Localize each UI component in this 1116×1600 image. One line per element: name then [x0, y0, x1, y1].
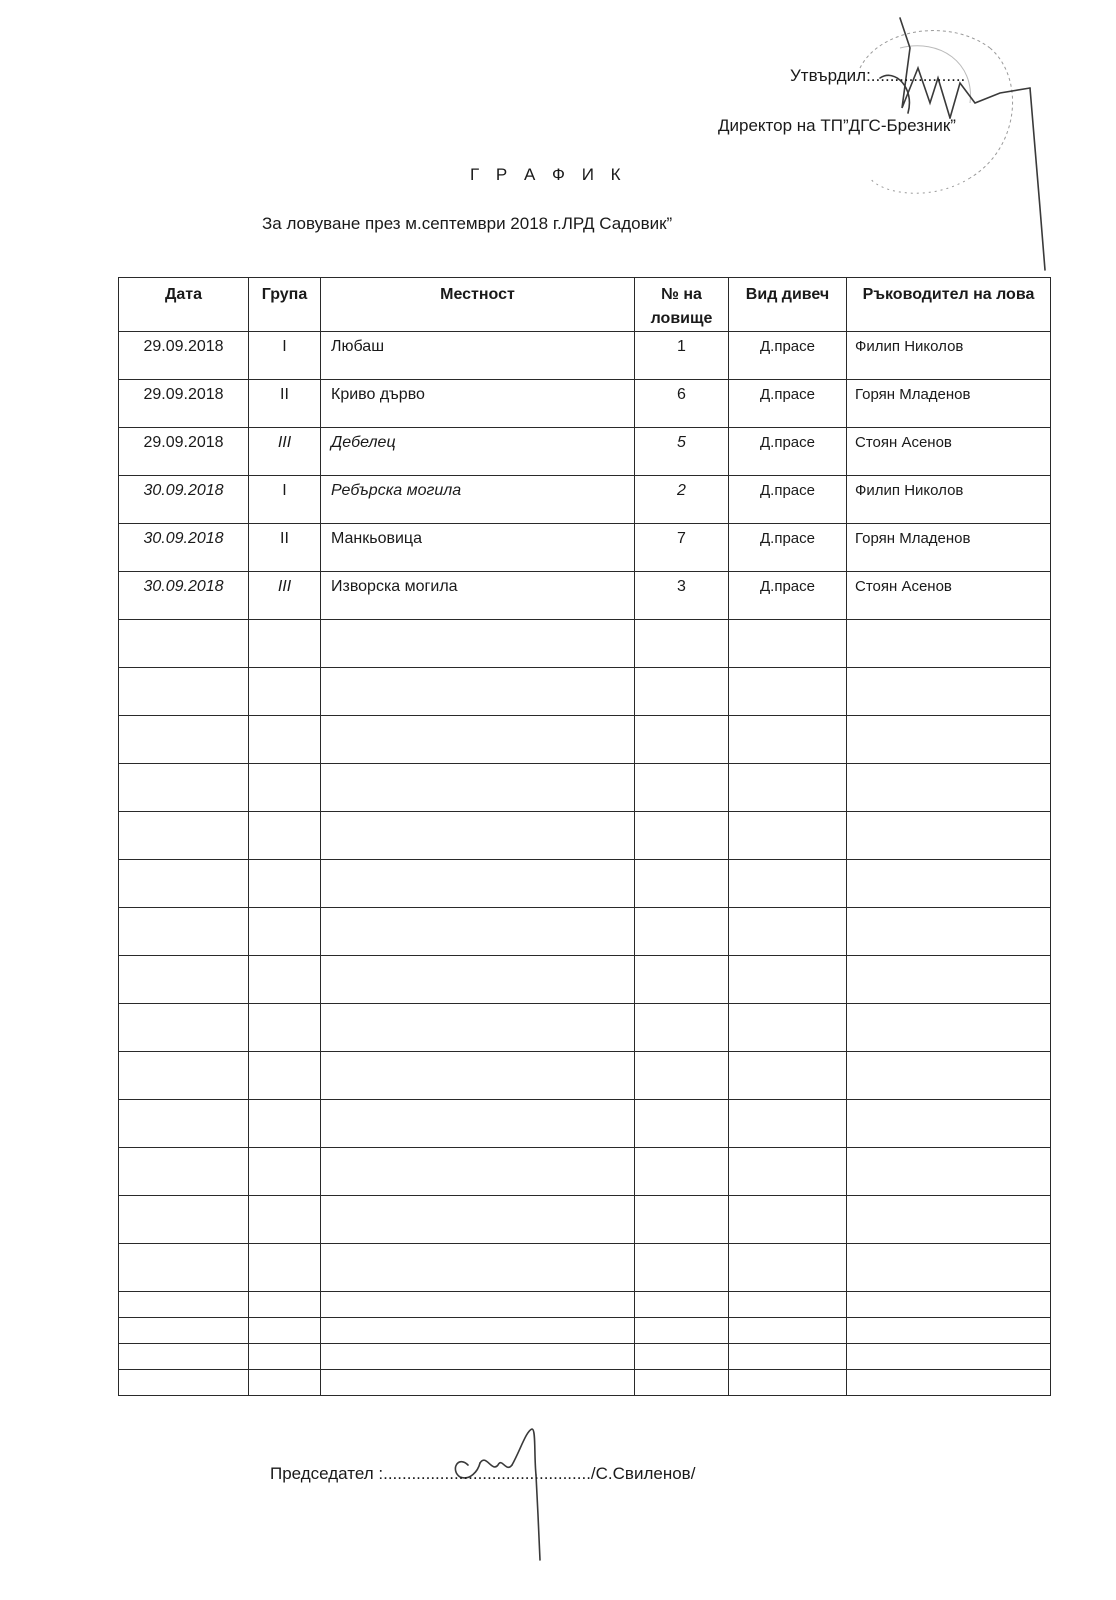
empty-row — [119, 956, 1051, 1004]
cell-leader: Стоян Асенов — [847, 572, 1051, 620]
cell-group: I — [249, 332, 321, 380]
document-subtitle: За ловуване през м.септември 2018 г.ЛРД Садовик” — [262, 214, 673, 233]
column-header-game: Вид дивеч — [729, 278, 847, 332]
cell-ground-number: 6 — [635, 380, 729, 428]
empty-row — [119, 1318, 1051, 1344]
empty-row — [119, 1148, 1051, 1196]
empty-row — [119, 812, 1051, 860]
cell-game: Д.прасе — [729, 572, 847, 620]
cell-leader: Горян Младенов — [847, 524, 1051, 572]
cell-date: 29.09.2018 — [119, 380, 249, 428]
empty-row — [119, 1370, 1051, 1396]
column-header-date: Дата — [119, 278, 249, 332]
table-row — [119, 380, 1051, 428]
empty-row — [119, 908, 1051, 956]
cell-location: Дебелец — [321, 428, 635, 476]
cell-date: 29.09.2018 — [119, 332, 249, 380]
cell-ground-number: 1 — [635, 332, 729, 380]
cell-location: Криво дърво — [321, 380, 635, 428]
cell-date: 29.09.2018 — [119, 428, 249, 476]
empty-row — [119, 716, 1051, 764]
column-header-group: Група — [249, 278, 321, 332]
table-row — [119, 524, 1051, 572]
chairman-signature-line: Председател :............................................/С.Свиленов/ — [270, 1464, 696, 1483]
table-header-row — [119, 278, 1051, 332]
empty-row — [119, 668, 1051, 716]
cell-game: Д.прасе — [729, 476, 847, 524]
column-header-location: Местност — [321, 278, 635, 332]
empty-row — [119, 1004, 1051, 1052]
empty-row — [119, 1196, 1051, 1244]
cell-game: Д.прасе — [729, 428, 847, 476]
document-title: Г Р А Ф И К — [470, 165, 627, 184]
cell-group: III — [249, 572, 321, 620]
column-header-ground-number: № на ловище — [635, 278, 729, 332]
table-row — [119, 572, 1051, 620]
column-header-leader: Ръководител на лова — [847, 278, 1051, 332]
table-row — [119, 428, 1051, 476]
chairman-signature-icon — [440, 1425, 570, 1565]
cell-group: II — [249, 524, 321, 572]
cell-location: Ребърска могила — [321, 476, 635, 524]
cell-date: 30.09.2018 — [119, 524, 249, 572]
cell-date: 30.09.2018 — [119, 572, 249, 620]
cell-leader: Филип Николов — [847, 332, 1051, 380]
cell-game: Д.прасе — [729, 524, 847, 572]
cell-location: Манкьовица — [321, 524, 635, 572]
table-row — [119, 476, 1051, 524]
table-row — [119, 332, 1051, 380]
cell-game: Д.прасе — [729, 332, 847, 380]
cell-group: II — [249, 380, 321, 428]
director-line: Директор на ТП”ДГС-Брезник” — [718, 116, 956, 135]
empty-row — [119, 1052, 1051, 1100]
cell-date: 30.09.2018 — [119, 476, 249, 524]
cell-ground-number: 2 — [635, 476, 729, 524]
approved-line: Утвърдил:.................... — [790, 66, 966, 85]
cell-leader: Стоян Асенов — [847, 428, 1051, 476]
empty-row — [119, 620, 1051, 668]
cell-group: III — [249, 428, 321, 476]
cell-game: Д.прасе — [729, 380, 847, 428]
empty-row — [119, 1244, 1051, 1292]
hunting-schedule-table — [118, 277, 1051, 1396]
cell-ground-number: 7 — [635, 524, 729, 572]
cell-leader: Горян Младенов — [847, 380, 1051, 428]
empty-row — [119, 860, 1051, 908]
cell-location: Любаш — [321, 332, 635, 380]
cell-group: I — [249, 476, 321, 524]
cell-ground-number: 3 — [635, 572, 729, 620]
empty-row — [119, 764, 1051, 812]
empty-row — [119, 1100, 1051, 1148]
cell-leader: Филип Николов — [847, 476, 1051, 524]
cell-ground-number: 5 — [635, 428, 729, 476]
empty-row — [119, 1292, 1051, 1318]
cell-location: Изворска могила — [321, 572, 635, 620]
empty-row — [119, 1344, 1051, 1370]
stamp-signature-icon — [840, 8, 1060, 278]
